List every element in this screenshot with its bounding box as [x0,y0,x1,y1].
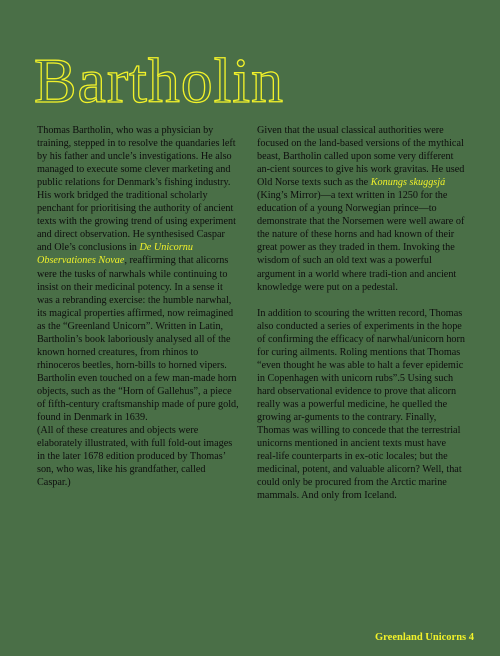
right-text-1b: (King’s Mirror)—a text written in 1250 for the education of a young Norwegian prince—to demonstrate that the Norsemen were well aware of the nature of these horns and had known of their great power as they traded in them. Invoking the wisdom of such an old text was a powerful argument in a world where tradi-tion and ancient knowledge were put on a pedestal. [257,190,465,293]
right-column [257,124,467,502]
right-text-1a: Given that the usual classical authorities were focused on the land-based versions of the mythical beast, Bartholin called upon some very different an-cient sources to give his work gravitas. He used Old Norse texts such as the [257,125,465,189]
page-title-text: Bartholin [34,45,284,112]
right-paragraph-2: In addition to scouring the written record, Thomas also conducted a series of experiments in the hope of confirming the efficacy of narwhal/unicorn horn for curing ailments. Roling mentions that Thomas “even thought he was able to halt a fever epidemic in Copenhagen with unicorn rubs”.5 Using such hard observational evidence to prove that alicorn really was a powerful medicine, he quelled the growing ar-guments to the contrary. Finally, Thomas was willing to concede that the terrestrial unicorns mentioned in ancient texts must have real-life counterparts in ex-otic locales; but the medicinal, potent, and valuable alicorn? Well, that could only be procured from the Arctic marine mammals. And only from Iceland. [257,307,466,502]
left-paragraph [37,124,241,489]
left-column [37,124,241,489]
left-text-1: Thomas Bartholin, who was a physician by training, stepped in to resolve the quandaries left by his father and uncle’s investigations. He also managed to execute some clever marketing and public relations for Denmark’s fishing industry. His work bridged the traditional scholarly penchant for prioritising the authority of ancient texts with the growing trend of using experiment and direct observation. He synthesised Caspar and Ole’s conclusions in [37,125,236,254]
book-title: De Unicornu Observationes Novae [37,242,193,267]
norse-text-title: Konungs skuggsjá [370,177,446,189]
page-title [30,42,290,112]
left-text-3: (All of these creatures and objects were elaborately illustrated, with full fold-out images in the later 1678 edition produced by Thomas’ son, who was, like his grandfather, called Caspar.) [37,425,233,489]
page-footer: Greenland Unicorns 4 [375,632,474,643]
left-text-2: , reaffirming that alicorns were the tusks of narwhals while continuing to insist on their medicinal potency. In a sense it was a rebranding exercise: the humble narwhal, its magical properties affirmed, now reimagined as the “Greenland Unicorn”. Written in Latin, Bartholin’s book laboriously analysed all of the known horned creatures, from rhinos to rhinoceros beetles, horn-bills to horned vipers. Bartholin even touched on a few man-made horn objects, such as the “Horn of Gallehus”, a piece of fifth-century craftsmanship made of pure gold, found in Denmark in 1639. [37,255,239,424]
right-paragraph-1 [257,124,467,294]
